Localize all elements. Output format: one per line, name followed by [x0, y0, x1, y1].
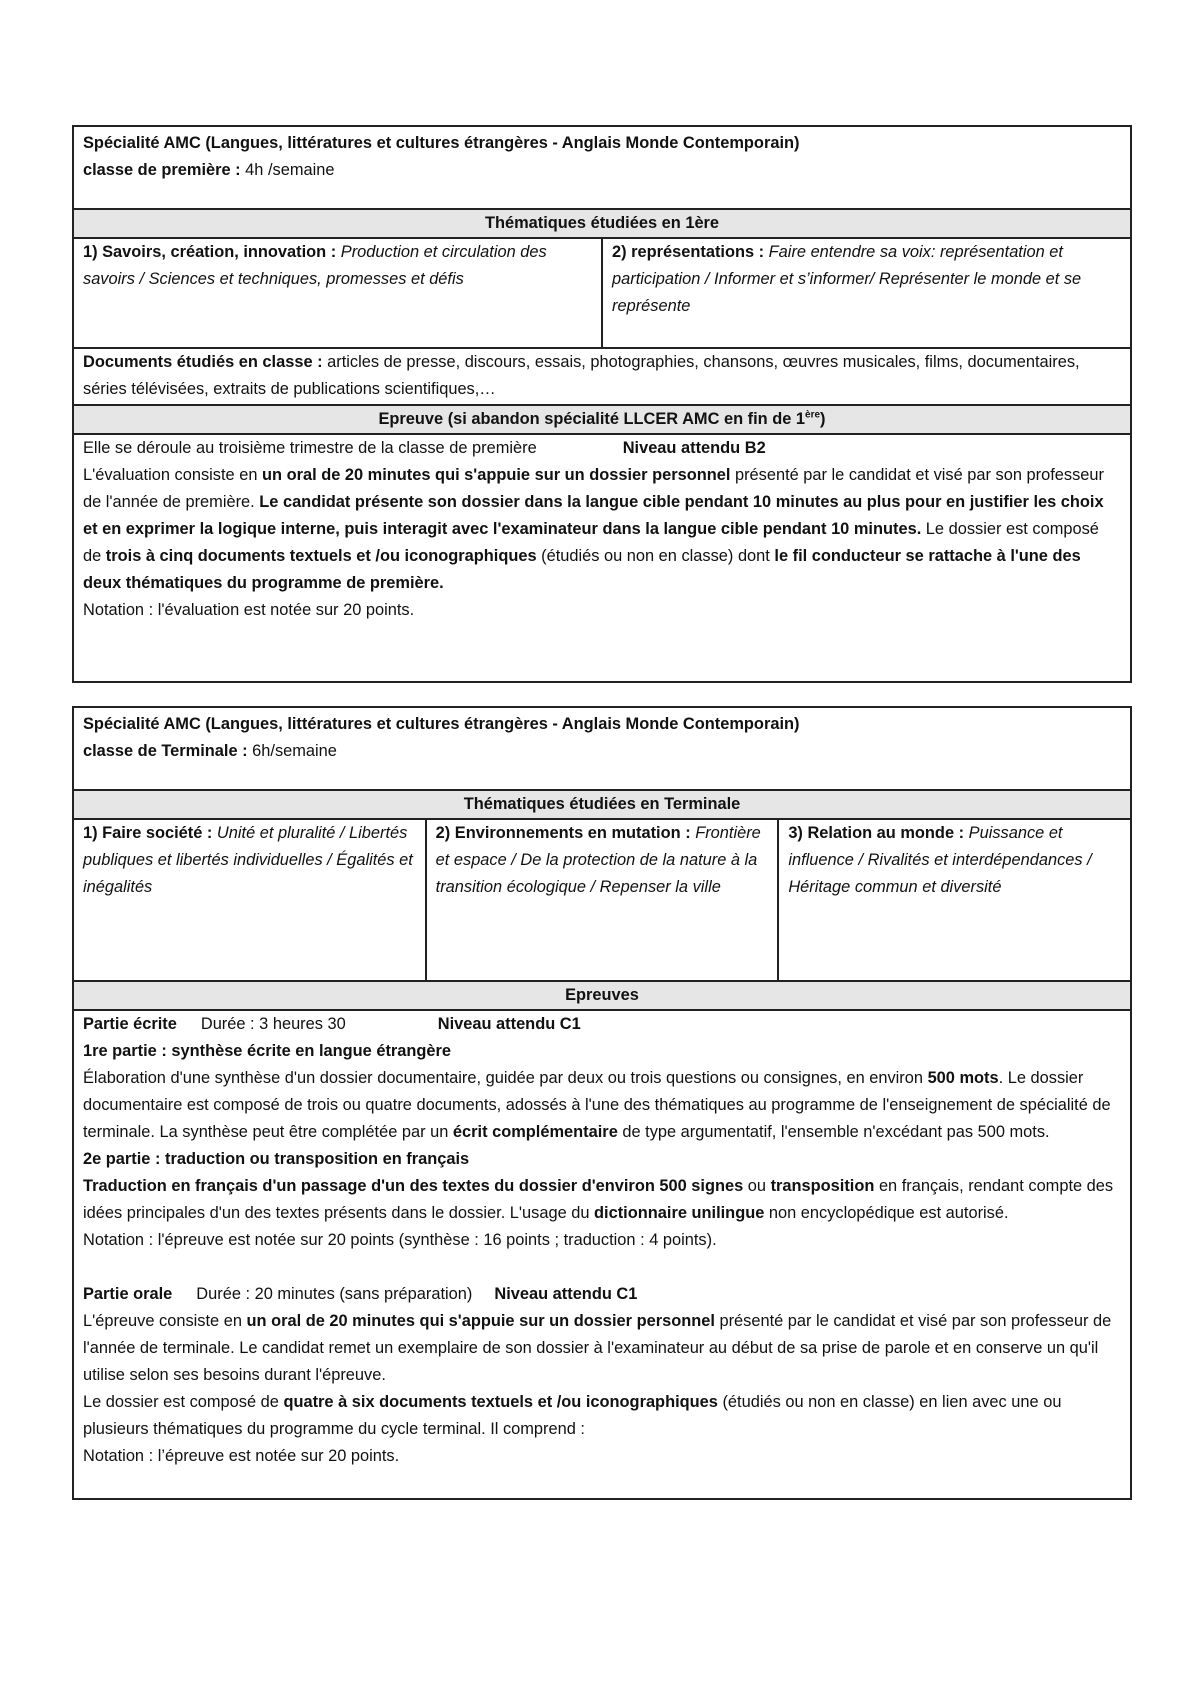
premiere-ep-p1-d: Le candidat présente son dossier dans la langue cible pendant 10 minutes au plus pour en justifier les choix et en exprimer la logique interne, puis interagit avec l'examinateur dans la langue cible pendant 10 minutes. [83, 493, 1104, 538]
premiere-ep-paragraph [83, 462, 1121, 597]
terminale-theme-3-title: 3) Relation au monde : [788, 824, 969, 842]
premiere-docs-text: articles de presse, discours, essais, photographies, chansons, œuvres musicales, films, documentaires, séries télévisées, extraits de publications scientifiques,… [83, 353, 1080, 398]
premiere-ep-p1-g: (étudiés ou non en classe) dont [536, 547, 775, 565]
orale-d: Le dossier est composé de [83, 1393, 284, 1411]
orale-notation: Notation : l’épreuve est notée sur 20 points. [83, 1447, 400, 1465]
terminale-epreuves-body [73, 1010, 1131, 1499]
premiere-theme-2-title: 2) représentations : [612, 243, 769, 261]
terminale-epreuves-header: Epreuves [73, 981, 1131, 1010]
terminale-theme-2 [426, 819, 779, 981]
premiere-theme-1-title: 1) Savoirs, création, innovation : [83, 243, 341, 261]
terminale-theme-2-text: Frontière et espace / De la protection de la nature à la transition écologique / Repenser la ville [435, 824, 761, 896]
premiere-ep-p1-e: Le dossier est composé de [83, 520, 1099, 565]
part1-b: 500 mots [927, 1069, 999, 1087]
part1-c: . Le dossier documentaire est composé de trois ou quatre documents, adossés à l'une des thématiques au programme de l'enseignement de spécialité de terminale. La synthèse peut être complétée par un [83, 1069, 1111, 1141]
part2-a: Traduction en français d'un passage d'un des textes du dossier d'environ 500 signes [83, 1177, 744, 1195]
premiere-epreuve-header-end: ) [820, 410, 826, 428]
ecrite-level: Niveau attendu C1 [437, 1015, 581, 1033]
orale-c: présenté par le candidat et visé par son professeur de l'année de terminale. Le candidat remet un exemplaire de son dossier à l'examinateur au début de sa prise de parole et en conserve un qu'il utilise selon ses besoins durant l'épreuve. [83, 1312, 1112, 1384]
part2-paragraph [83, 1173, 1121, 1227]
ecrite-duree: Durée : 3 heures 30 [200, 1015, 346, 1033]
premiere-class-hours: 4h /semaine [240, 161, 335, 179]
premiere-docs-label: Documents étudiés en classe : [83, 353, 323, 371]
premiere-ep-p1-f: trois à cinq documents textuels et /ou iconographiques [105, 547, 537, 565]
orale-b: un oral de 20 minutes qui s'appuie sur un dossier personnel [246, 1312, 715, 1330]
terminale-theme-1 [73, 819, 426, 981]
premiere-ep-intro: Elle se déroule au troisième trimestre de la classe de première [83, 439, 537, 457]
premiere-ep-p1-a: L'évaluation consiste en [83, 466, 262, 484]
premiere-epreuve-header-sup: ère [805, 409, 821, 421]
part1-paragraph [83, 1065, 1121, 1146]
terminale-theme-3-text: Puissance et influence / Rivalités et interdépendances / Héritage commun et diversité [788, 824, 1092, 896]
premiere-ep-p1-h: le fil conducteur se rattache à l'une des deux thématiques du programme de première. [83, 547, 1081, 592]
premiere-table [72, 125, 1132, 683]
part2-c: transposition [770, 1177, 875, 1195]
orale-duree: Durée : 20 minutes (sans préparation) [196, 1285, 473, 1303]
premiere-theme-2 [602, 238, 1131, 348]
orale-label: Partie orale [83, 1285, 173, 1303]
part1-title: 1re partie : synthèse écrite en langue étrangère [83, 1042, 452, 1060]
premiere-theme-1-text: Production et circulation des savoirs / Sciences et techniques, promesses et défis [83, 243, 547, 288]
terminale-theme-2-title: 2) Environnements en mutation : [435, 824, 696, 842]
terminale-theme-1-title: 1) Faire société : [83, 824, 217, 842]
premiere-ep-notation: Notation : l'évaluation est notée sur 20 points. [83, 601, 415, 619]
part1-a: Élaboration d'une synthèse d'un dossier documentaire, guidée par deux ou trois questions ou consignes, en environ [83, 1069, 928, 1087]
part2-f: non encyclopédique est autorisé. [764, 1204, 1009, 1222]
premiere-themes-header: Thématiques étudiées en 1ère [73, 209, 1131, 238]
terminale-title: Spécialité AMC (Langues, littératures et cultures étrangères - Anglais Monde Contemporain) [83, 715, 800, 733]
part2-title: 2e partie : traduction ou transposition en français [83, 1150, 470, 1168]
premiere-epreuve-body [73, 434, 1131, 682]
orale-f: (étudiés ou non en classe) en lien avec une ou plusieurs thématiques du programme du cycle terminal. Il comprend : [83, 1393, 1062, 1438]
ecrite-notation: Notation : l'épreuve est notée sur 20 points (synthèse : 16 points ; traduction : 4 points). [83, 1231, 717, 1249]
orale-paragraph-1 [83, 1308, 1121, 1389]
terminale-theme-1-text: Unité et pluralité / Libertés publiques et libertés individuelles / Égalités et inégalités [83, 824, 413, 896]
premiere-documents [73, 348, 1131, 405]
premiere-title: Spécialité AMC (Langues, littératures et cultures étrangères - Anglais Monde Contemporain) [83, 134, 800, 152]
terminale-class-label: classe de Terminale : [83, 742, 248, 760]
orale-a: L'épreuve consiste en [83, 1312, 247, 1330]
premiere-class-label: classe de première : [83, 161, 241, 179]
terminale-header-cell [73, 707, 1131, 790]
part2-e: dictionnaire unilingue [594, 1204, 765, 1222]
premiere-epreuve-header [73, 405, 1131, 434]
ecrite-label: Partie écrite [83, 1015, 177, 1033]
terminale-theme-3 [778, 819, 1131, 981]
orale-level: Niveau attendu C1 [494, 1285, 638, 1303]
orale-e: quatre à six documents textuels et /ou iconographiques [283, 1393, 718, 1411]
orale-paragraph-2 [83, 1389, 1121, 1443]
premiere-ep-p1-b: un oral de 20 minutes qui s'appuie sur un dossier personnel [262, 466, 731, 484]
premiere-epreuve-header-text: Epreuve (si abandon spécialité LLCER AMC en fin de 1 [378, 410, 806, 428]
premiere-theme-2-text: Faire entendre sa voix: représentation et participation / Informer et s’informer/ Représenter le monde et se représente [612, 243, 1082, 315]
part2-d: en français, rendant compte des idées principales d'un des textes présents dans le dossier. L'usage du [83, 1177, 1114, 1222]
premiere-header-cell [73, 126, 1131, 209]
premiere-ep-p1-c: présenté par le candidat et visé par son professeur de l'année de première. [83, 466, 1104, 511]
part2-b: ou [743, 1177, 771, 1195]
part1-d: écrit complémentaire [452, 1123, 618, 1141]
terminale-class-hours: 6h/semaine [247, 742, 337, 760]
terminale-table [72, 706, 1132, 1500]
part1-e: de type argumentatif, l'ensemble n'excédant pas 500 mots. [617, 1123, 1050, 1141]
terminale-themes-header: Thématiques étudiées en Terminale [73, 790, 1131, 819]
premiere-theme-1 [73, 238, 602, 348]
premiere-ep-level: Niveau attendu B2 [622, 439, 766, 457]
